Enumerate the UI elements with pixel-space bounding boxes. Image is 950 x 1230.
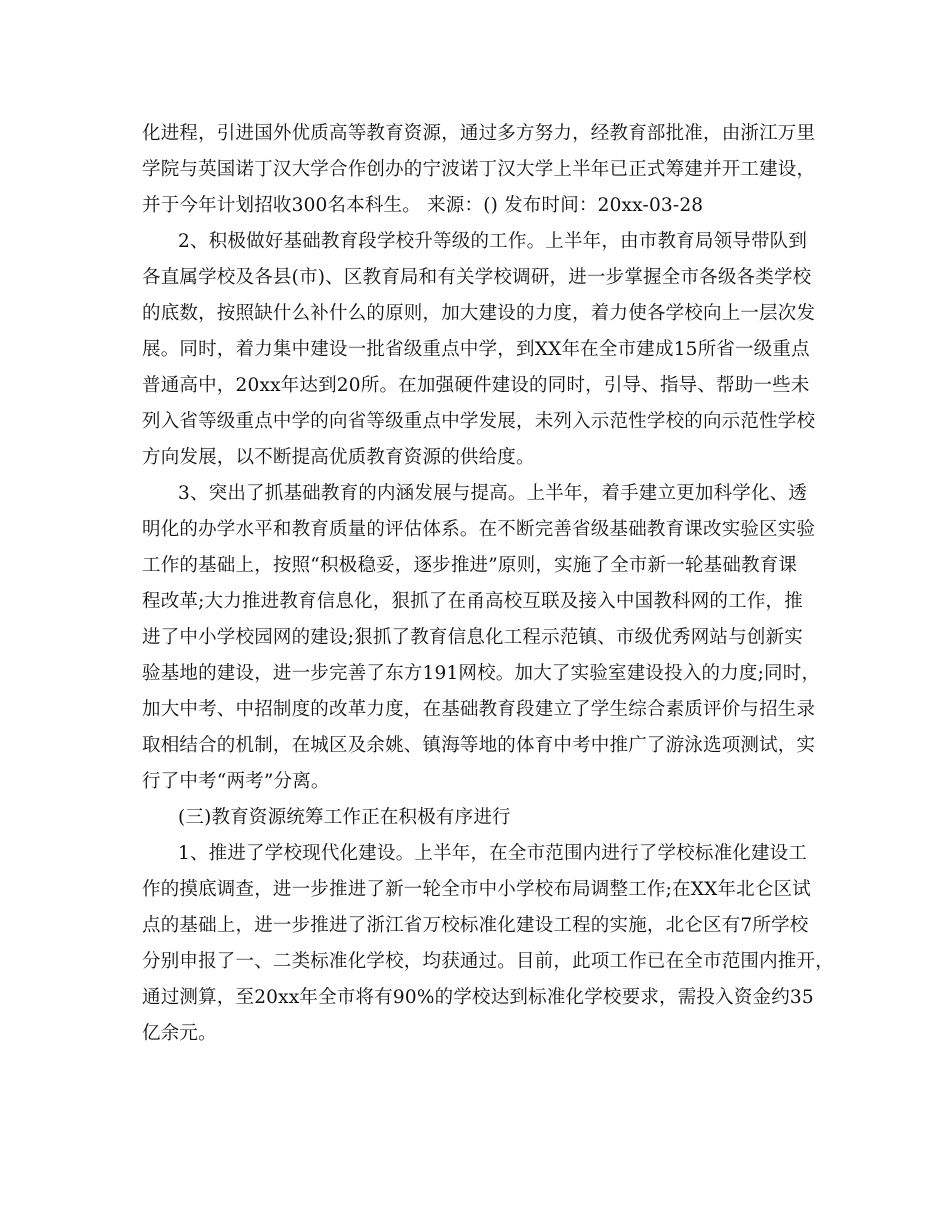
text-line: 进了中小学校园网的建设;狠抓了教育信息化工程示范镇、市级优秀网站与创新实 <box>142 627 803 648</box>
paragraph-start: 2、积极做好基础教育段学校升等级的工作。上半年，由市教育局领导带队到 <box>178 231 808 252</box>
text-line: 展。同时，着力集中建设一批省级重点中学，到XX年在全市建成15所省一级重点 <box>142 339 810 360</box>
text-line: 学院与英国诺丁汉大学合作创办的宁波诺丁汉大学上半年已正式筹建并开工建设， <box>142 159 816 180</box>
section-heading: (三)教育资源统筹工作正在积极有序进行 <box>178 807 511 828</box>
text-line: 加大中考、中招制度的改革力度，在基础教育段建立了学生综合素质评价与招生录 <box>142 699 816 720</box>
paragraph-start: 1、推进了学校现代化建设。上半年，在全市范围内进行了学校标准化建设工 <box>178 843 808 864</box>
text-line: 并于今年计划招收300名本科生。 来源：() 发布时间：20xx-03-28 <box>142 195 704 216</box>
text-line: 化进程，引进国外优质高等教育资源，通过多方努力，经教育部批准，由浙江万里 <box>142 123 816 144</box>
text-line: 工作的基础上，按照“积极稳妥，逐步推进”原则，实施了全市新一轮基础教育课 <box>142 555 798 576</box>
text-line: 的底数，按照缺什么补什么的原则，加大建设的力度，着力使各学校向上一层次发 <box>142 303 816 324</box>
text-line: 普通高中，20xx年达到20所。在加强硬件建设的同时，引导、指导、帮助一些未 <box>142 375 810 396</box>
text-line: 各直属学校及各县(市)、区教育局和有关学校调研，进一步掌握全市各级各类学校 <box>142 267 812 288</box>
text-line: 通过测算，至20xx年全市将有90%的学校达到标准化学校要求，需投入资金约35 <box>142 987 814 1008</box>
text-line: 验基地的建设，进一步完善了东方191网校。加大了实验室建设投入的力度;同时， <box>142 663 821 684</box>
text-line: 分别申报了一、二类标准化学校，均获通过。目前，此项工作已在全市范围内推开， <box>142 951 834 972</box>
text-line: 程改革;大力推进教育信息化，狠抓了在甬高校互联及接入中国教科网的工作，推 <box>142 591 803 612</box>
text-line: 亿余元。 <box>142 1023 217 1044</box>
text-line: 作的摸底调查，进一步推进了新一轮全市中小学校布局调整工作;在XX年北仑区试 <box>142 879 811 900</box>
text-line: 行了中考“两考”分离。 <box>142 771 330 792</box>
text-line: 取相结合的机制，在城区及余姚、镇海等地的体育中考中推广了游泳选项测试，实 <box>142 735 816 756</box>
paragraph-start: 3、突出了抓基础教育的内涵发展与提高。上半年，着手建立更加科学化、透 <box>178 483 808 504</box>
text-line: 方向发展，以不断提高优质教育资源的供给度。 <box>142 447 535 468</box>
text-line: 点的基础上，进一步推进了浙江省万校标准化建设工程的实施，北仑区有7所学校 <box>142 915 809 936</box>
text-line: 明化的办学水平和教育质量的评估体系。在不断完善省级基础教育课改实验区实验 <box>142 519 816 540</box>
text-line: 列入省等级重点中学的向省等级重点中学发展，未列入示范性学校的向示范性学校 <box>142 411 816 432</box>
